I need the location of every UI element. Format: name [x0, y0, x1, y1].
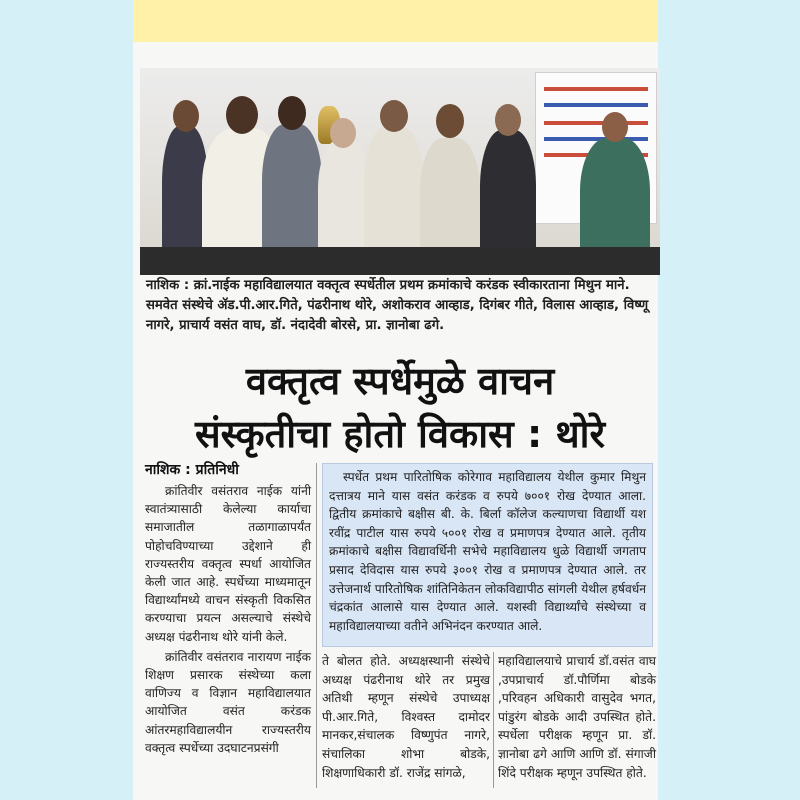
- column-divider-2: [493, 652, 494, 788]
- column-2-text: ते बोलत होते. अध्यक्षस्थानी संस्थेचे अध्यक्ष पंढरीनाथ थोरे तर प्रमुख अतिथी म्हणून संस्थेचे उपाध्यक्ष पी.आर.गिते, विश्वस्त दामोदर मानकर,संचालक विष्णुपंत नागरे, संचालिका शोभा बोडके, शिक्षणाधिकारी डॉ. राजेंद्र सांगळे,: [322, 654, 490, 780]
- photo-caption: [146, 276, 658, 336]
- results-box: [322, 463, 653, 647]
- top-banner-bar: [133, 0, 658, 42]
- photo-table: [140, 247, 660, 275]
- column-3-text: महाविद्यालयाचे प्राचार्य डॉ.वसंत वाघ ,उपप्राचार्य डॉ.पौर्णिमा बोडके ,परिवहन अधिकारी वासुदेव भगत, पांडुरंग बोडके आदी उपस्थित होते. स्पर्धेला परीक्षक म्हणून प्रा. डॉ. ज्ञानोबा ढगे आणि आणि डॉ. संगाजी शिंदे परीक्षक म्हणून उपस्थित होते.: [498, 654, 656, 780]
- column-1-paragraph-2: क्रांतिवीर वसंतराव नारायण नाईक शिक्षण प्रसारक संस्थेच्या कला वाणिज्य व विज्ञान महाविद्यालयात आयोजित वसंत करंडक आंतरमहाविद्यालयीन राज्यस्तरीय वक्तृत्व स्पर्धेच्या उदघाटनप्रसंगी: [145, 649, 311, 755]
- headline-line-1: वक्तृत्व स्पर्धेमुळे वाचन: [245, 359, 555, 403]
- right-margin-bar: [658, 0, 800, 800]
- caption-text: नाशिक : क्रां.नाईक महाविद्यालयात वक्तृत्व स्पर्धेतील प्रथम क्रमांकाचे करंडक स्वीकारताना मिथुन माने. समवेत संस्थेचे ॲड.पी.आर.गिते, पंढरीनाथ थोरे, अशोकराव आव्हाड, दिगंबर गीते, विलास आव्हाड, विष्णू नागरे, प्राचार्य वसंत वाघ, डॉ. नंदादेवी बोरसे, प्रा. ज्ञानोबा ढगे.: [146, 278, 649, 333]
- left-margin-bar: [0, 0, 133, 800]
- article-column-3: [498, 652, 656, 782]
- headline-line-2: संस्कृतीचा होतो विकास : थोरे: [194, 412, 606, 456]
- column-divider: [316, 463, 317, 788]
- column-1-paragraph-1: क्रांतिवीर वसंतराव नाईक यांनी स्वातंत्र्यासाठी केलेल्या कार्याचा समाजातील तळागाळापर्यंत पोहोचविण्याच्या उद्देशाने ही राज्यस्तरीय वक्तृत्व स्पर्धा आयोजित केली जात आहे. स्पर्धेच्या माध्यमातून विद्यार्थ्यांमध्ये वाचन संस्कृती विकसित करण्याचा प्रयत्न असल्याचे संस्थेचे अध्यक्ष पंढरीनाथ थोरे यांनी केले.: [145, 484, 311, 644]
- article-column-2: [322, 652, 490, 782]
- headline: [150, 356, 650, 462]
- article-column-1: [145, 482, 311, 759]
- results-text: स्पर्धेत प्रथम पारितोषिक कोरेगाव महाविद्यालय येथील कुमार मिथुन दत्तात्रय माने यास वसंत करंडक व रुपये ७००१ रोख देण्यात आला. द्वितीय क्रमांकाचे बक्षीस बी. के. बिर्ला कॉलेज कल्याणचा विद्यार्थी यश रवींद्र पाटील यास रुपये ५००१ रोख व प्रमाणपत्र देण्यात आले. तृतीय क्रमांकाचे बक्षीस विद्यावर्धिनी सभेचे महाविद्यालय धुळे विद्यार्थी जगताप प्रसाद देविदास यास रुपये ३००१ रोख व प्रमाणपत्र देण्यात आले. तर उत्तेजनार्थ पारितोषिक शांतिनिकेतन लोकविद्यापीठ सांगली येथील हर्षवर्धन चंद्रकांत आलासे यास देण्यात आले. यशस्वी विद्यार्थ्यांचे संस्थेच्या व महाविद्यालयाच्या वतीने अभिनंदन करण्यात आले.: [329, 470, 646, 633]
- event-photo: [140, 68, 660, 275]
- reporter-dateline: नाशिक : प्रतिनिधी: [145, 462, 239, 478]
